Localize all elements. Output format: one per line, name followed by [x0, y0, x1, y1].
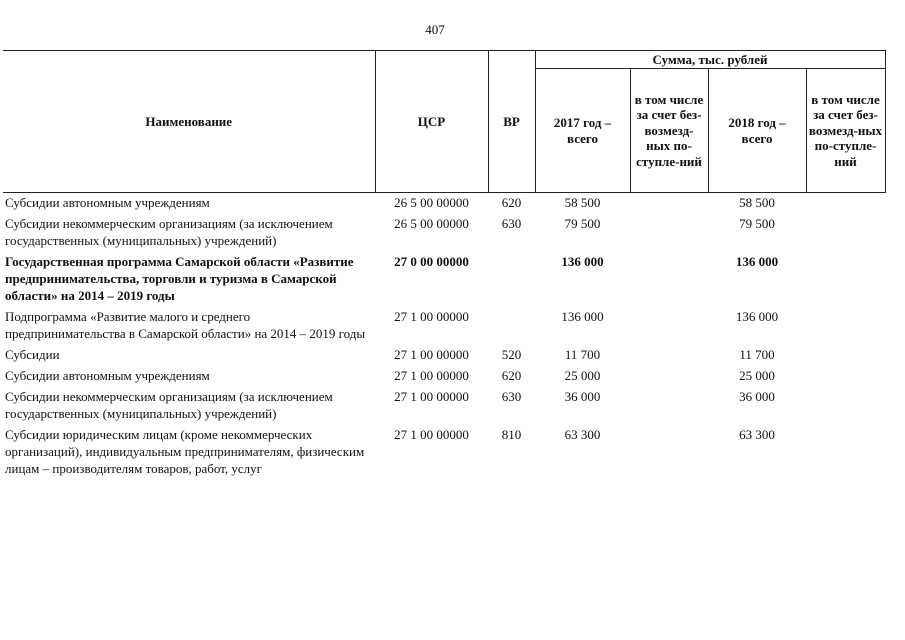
row-name: Субсидии автономным учреждениям — [5, 368, 210, 383]
row-csr: 27 0 00 00000 — [394, 254, 469, 269]
row-2017-free — [630, 346, 708, 367]
row-2018: 136 000 — [735, 309, 779, 324]
row-2018-free — [806, 253, 885, 308]
header-csr: ЦСР — [375, 51, 488, 193]
row-2018: 58 500 — [739, 195, 775, 210]
table-row — [3, 367, 885, 388]
header-name: Наименование — [3, 51, 375, 193]
row-2018: 25 000 — [739, 368, 775, 383]
row-csr: 27 1 00 00000 — [394, 309, 469, 324]
row-vr: 520 — [501, 347, 522, 362]
table-row — [3, 388, 885, 426]
row-name: Подпрограмма «Развитие малого и среднего предпринимательства в Самарской области» на 2014 – 2019 годы — [5, 309, 366, 341]
table-row — [3, 346, 885, 367]
table-row — [3, 253, 885, 308]
page-number: 407 — [425, 22, 445, 37]
row-2017-free — [630, 388, 708, 426]
row-vr: 620 — [501, 368, 522, 383]
top-rule — [3, 50, 885, 51]
row-csr: 26 5 00 00000 — [394, 195, 469, 210]
row-vr: 810 — [501, 427, 522, 442]
row-2018-free — [806, 388, 885, 426]
table-row — [3, 308, 885, 346]
row-2017-free — [630, 215, 708, 253]
row-csr: 27 1 00 00000 — [394, 389, 469, 404]
row-name: Субсидии автономным учреждениям — [5, 195, 210, 210]
table-row — [3, 426, 885, 481]
header-2018-free: в том числе за счет без-возмезд-ных по-ступле-ний — [806, 69, 885, 193]
row-name: Субсидии юридическим лицам (кроме некоммерческих организаций), индивидуальным предпринимателям, физическим лицам – производителям товаров, работ, услуг — [5, 427, 365, 476]
row-name: Субсидии — [5, 347, 60, 362]
row-2017: 136 000 — [561, 254, 604, 269]
row-2018-free — [806, 346, 885, 367]
row-2018: 11 700 — [739, 347, 775, 362]
row-vr: 630 — [501, 216, 522, 231]
row-2017: 79 500 — [564, 216, 601, 231]
row-2018-free — [806, 367, 885, 388]
row-csr: 27 1 00 00000 — [394, 368, 469, 383]
row-2018-free — [806, 193, 885, 216]
row-2018-free — [806, 308, 885, 346]
header-2017-free: в том числе за счет без-возмезд-ных по-ступле-ний — [630, 69, 708, 193]
header-vr: ВР — [488, 51, 535, 193]
row-2017: 63 300 — [564, 427, 601, 442]
row-2018-free — [806, 215, 885, 253]
row-2018: 136 000 — [735, 254, 779, 269]
row-csr: 27 1 00 00000 — [394, 427, 469, 442]
row-2017: 136 000 — [561, 309, 604, 324]
row-2017-free — [630, 253, 708, 308]
row-name: Субсидии некоммерческим организациям (за исключением государственных (муниципальных) учреждений) — [5, 389, 333, 421]
row-2017: 58 500 — [564, 195, 601, 210]
row-2018: 63 300 — [739, 427, 775, 442]
row-2017: 25 000 — [564, 368, 601, 383]
row-2018-free — [806, 426, 885, 481]
row-vr: 620 — [501, 195, 522, 210]
row-2017-free — [630, 367, 708, 388]
table-header — [3, 51, 885, 193]
header-2017-total: 2017 год – всего — [535, 69, 630, 193]
row-vr — [488, 253, 535, 308]
row-2017-free — [630, 426, 708, 481]
row-2018: 36 000 — [739, 389, 775, 404]
table-row — [3, 215, 885, 253]
row-name: Субсидии некоммерческим организациям (за исключением государственных (муниципальных) учреждений) — [5, 216, 333, 248]
row-2018: 79 500 — [739, 216, 775, 231]
row-2017-free — [630, 193, 708, 216]
row-2017: 36 000 — [564, 389, 601, 404]
header-2018-total: 2018 год – всего — [708, 69, 806, 193]
header-amount-group: Сумма, тыс. рублей — [535, 51, 885, 69]
row-name: Государственная программа Самарской области «Развитие предпринимательства, торговли и туризма в Самарской области» на 2014 – 2019 годы — [5, 254, 354, 303]
row-2017-free — [630, 308, 708, 346]
row-vr: 630 — [501, 389, 522, 404]
table-row — [3, 193, 885, 216]
table-body — [3, 193, 885, 482]
row-vr — [488, 308, 535, 346]
budget-table — [3, 50, 886, 481]
row-csr: 26 5 00 00000 — [394, 216, 469, 231]
row-2017: 11 700 — [564, 347, 601, 362]
row-csr: 27 1 00 00000 — [394, 347, 469, 362]
